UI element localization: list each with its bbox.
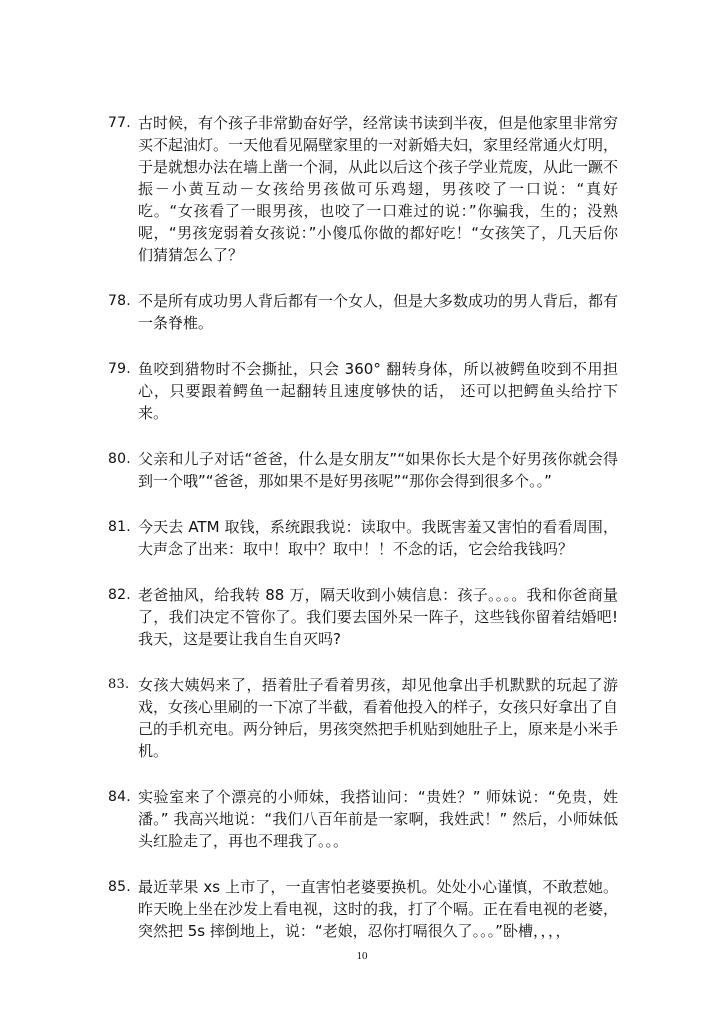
item-number: 79. [108,361,131,377]
item-number: 77. [108,115,131,131]
list-item [108,448,618,492]
item-number: 82. [108,587,131,603]
list-item [108,290,618,334]
item-number: 84. [108,789,131,805]
item-number: 83. [108,677,130,692]
item-text: 父亲和儿子对话“爸爸，什么是女朋友”“如果你长大是个好男孩你就会得到一个哦”“爸爸，那如果不是好男孩呢”“那你会得到很多个。。” [138,450,618,490]
joke-list [108,112,618,966]
list-item [108,584,618,650]
item-number: 78. [108,293,131,309]
list-item [108,358,618,424]
item-text: 今天去 ATM 取钱，系统跟我说：读取中。我既害羞又害怕的看看周围，大声念了出来：取中！取中？取中！！不念的话，它会给我钱吗？ [138,518,618,558]
item-number: 85. [108,879,131,895]
list-item [108,876,618,942]
list-item [108,674,618,762]
item-number: 80. [108,451,131,467]
item-text: 女孩大姨妈来了，捂着肚子看着男孩，却见他拿出手机默默的玩起了游戏，女孩心里刷的一下凉了半截，看着他投入的样子，女孩只好拿出了自己的手机充电。两分钟后，男孩突然把手机贴到她肚子上，原来是小米手机。 [138,676,619,760]
item-text: 不是所有成功男人背后都有一个女人，但是大多数成功的男人背后，都有一条脊椎。 [138,292,619,332]
item-text: 鱼咬到猎物时不会撕扯，只会 360° 翻转身体，所以被鳄鱼咬到不用担心，只要跟着鳄鱼一起翻转且速度够快的话， 还可以把鳄鱼头给拧下来。 [138,360,618,422]
list-item [108,112,618,266]
item-text: 实验室来了个漂亮的小师妹，我搭讪问：“贵姓？” 师妹说：“免贵，姓潘。” 我高兴地说：“我们八百年前是一家啊，我姓武！” 然后，小师妹低头红脸走了，再也不理我了。。。 [138,788,618,850]
item-text: 最近苹果 xs 上市了，一直害怕老婆要换机。处处小心谨慎，不敢惹她。昨天晚上坐在沙发上看电视，这时的我，打了个嗝。正在看电视的老婆，突然把 5s 摔倒地上，说：“老娘，忍你打嗝很久了。。。”卧槽，，，， [138,878,619,940]
item-text: 古时候，有个孩子非常勤奋好学，经常读书读到半夜，但是他家里非常穷买不起油灯。一天他看见隔壁家里的一对新婚夫妇，家里经常通火灯明，于是就想办法在墙上凿一个洞，从此以后这个孩子学业荒废，从此一蹶不振－小黄互动－女孩给男孩做可乐鸡翅，男孩咬了一口说：“真好吃。“女孩看了一眼男孩，也咬了一口难过的说：”你骗我，生的；没熟呢，“男孩宠弱着女孩说：”小傻瓜你做的都好吃！“女孩笑了，几天后你们猜猜怎么了？ [138,114,619,264]
item-number: 81. [108,519,131,535]
list-item [108,516,618,560]
page-number: 10 [356,950,368,962]
list-item [108,786,618,852]
item-text: 老爸抽风，给我转 88 万，隔天收到小姨信息：孩子。。。。我和你爸商量了，我们决定不管你了。我们要去国外呆一阵子，这些钱你留着结婚吧!我天，这是要让我自生自灭吗? [138,586,618,648]
